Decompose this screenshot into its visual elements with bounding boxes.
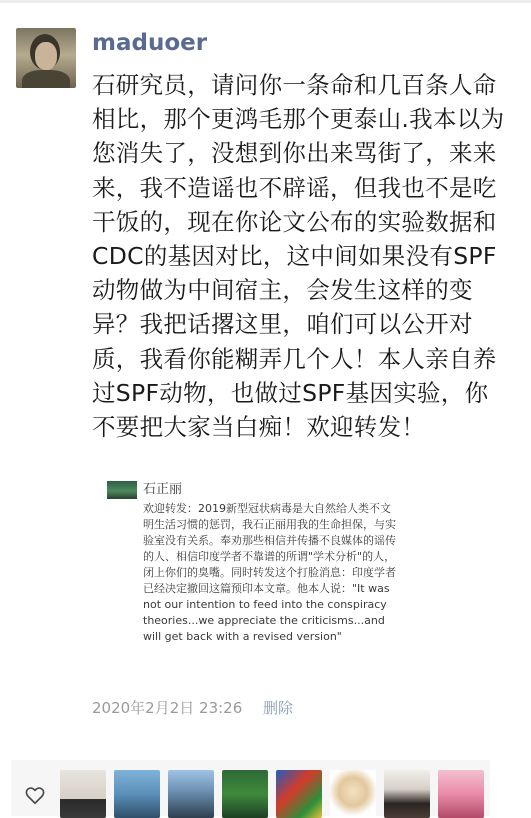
liker-avatar[interactable]: [384, 770, 430, 818]
post-username[interactable]: maduoer: [92, 30, 208, 56]
post-timestamp: 2020年2月2日 23:26: [92, 699, 243, 717]
top-divider: [0, 0, 531, 3]
liker-avatar[interactable]: [60, 770, 106, 818]
delete-button[interactable]: 删除: [263, 699, 294, 717]
shared-thumbnail: [107, 481, 137, 499]
shared-text: 欢迎转发：2019新型冠状病毒是大自然给人类不文明生活习惯的惩罚，我石正丽用我的生命担保，与实验室没有关系。奉劝那些相信并传播不良媒体的谣传的人、相信印度学者不靠谱的所谓"学术分析"的人，闭上你们的臭嘴。同时转发这个打脸消息：印度学者已经决定撤回这篇预印本文章。他本人说："It was not our intention to feed into the conspiracy theories...we appreciate the criticisms...and will get back with a revised version": [143, 502, 396, 643]
user-avatar[interactable]: [16, 28, 76, 88]
post-text: 石研究员，请问你一条命和几百条人命相比，那个更鸿毛那个更泰山.我本以为您消失了，没想到你出来骂街了，来来来，我不造谣也不辟谣，但我也不是吃干饭的，现在你论文公布的实验数据和CDC的基因对比，这中间如果没有SPF动物做为中间宿主，会发生这样的变异？我把话撂这里，咱们可以公开对质，我看你能糊弄几个人！本人亲自养过SPF动物，也做过SPF基因实验，你不要把大家当白痴！欢迎转发！: [92, 71, 505, 442]
likes-bar: [11, 760, 490, 816]
liker-avatar[interactable]: [276, 770, 322, 818]
shared-card[interactable]: [107, 474, 402, 670]
liker-avatar[interactable]: [114, 770, 160, 818]
liker-avatar[interactable]: [168, 770, 214, 818]
liker-avatar[interactable]: [330, 770, 376, 818]
liker-avatar[interactable]: [438, 770, 484, 818]
heart-outline-icon[interactable]: [24, 784, 46, 806]
liker-avatar[interactable]: [222, 770, 268, 818]
shared-author: 石正丽: [143, 482, 183, 497]
